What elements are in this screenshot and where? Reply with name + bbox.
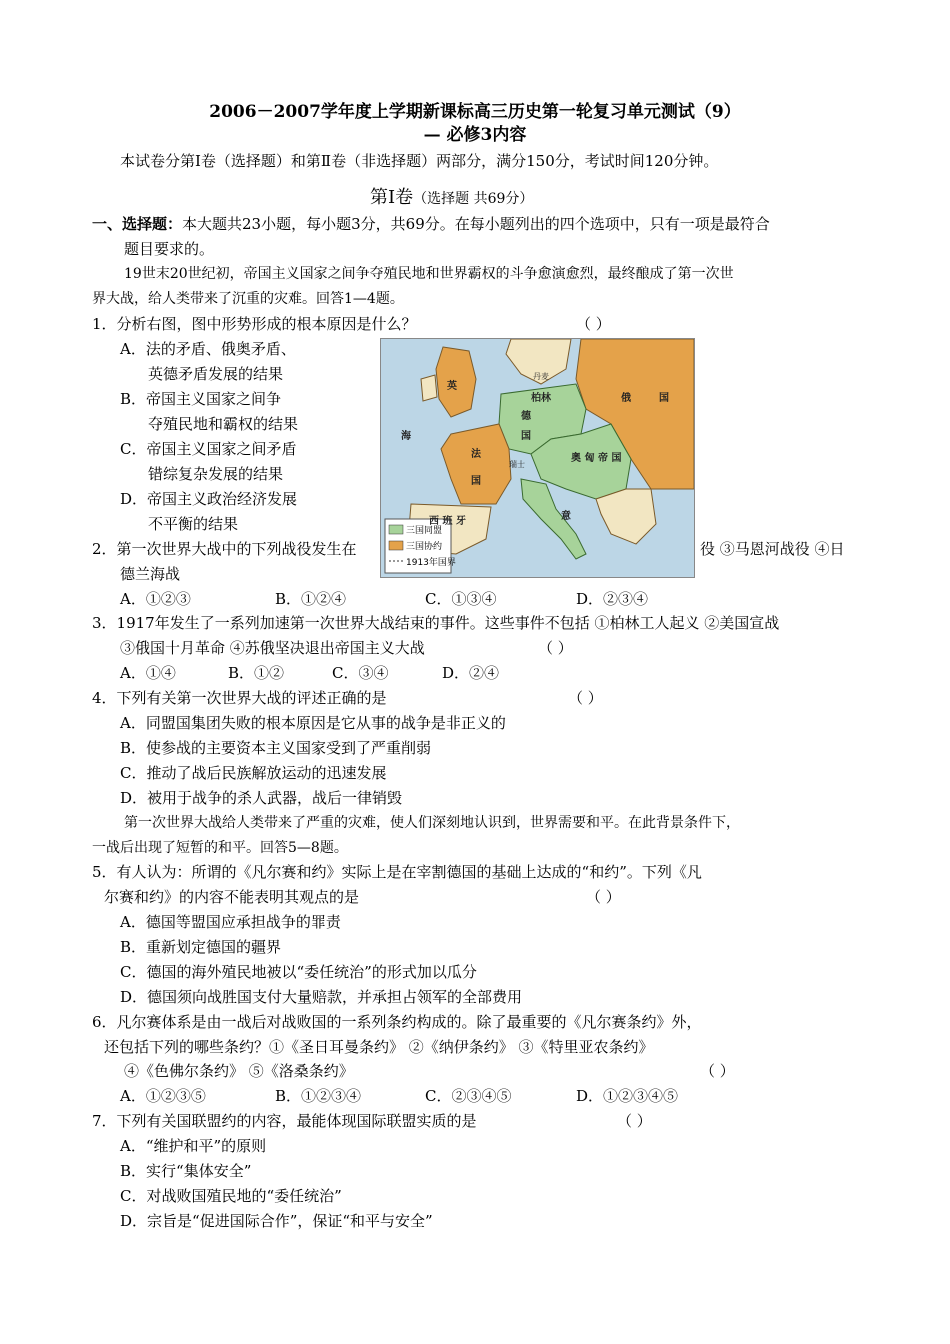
q5-stem-cont: 尔赛和约》的内容不能表明其观点的是	[104, 888, 360, 906]
q5-option-b: B．重新划定德国的疆界	[120, 938, 282, 956]
page-title: 2006－2007学年度上学期新课标高三历史第一轮复习单元测试（9）	[209, 102, 741, 122]
europe-wwi-map	[380, 338, 695, 578]
q4-option-a: A．同盟国集团失败的根本原因是它从事的战争是非正义的	[120, 714, 506, 732]
label-russia-1: 俄	[621, 393, 631, 404]
label-britain: 英	[447, 381, 457, 392]
passage-2-line-2: 一战后出现了短暂的和平。回答5—8题。	[92, 840, 348, 856]
instruction-line-1	[92, 213, 770, 235]
q4-option-d: D．被用于战争的杀人武器，战后一律销毁	[120, 789, 403, 807]
label-germany-2: 国	[521, 431, 531, 442]
q1-answer-paren: （ ）	[576, 315, 611, 333]
q5-stem: 5．有人认为：所谓的《凡尔赛和约》实际上是在宰割德国的基础上达成的“和约”。下列《凡	[92, 863, 702, 881]
label-sea: 海	[401, 431, 411, 442]
q1-option-d-cont: 不平衡的结果	[148, 515, 239, 533]
q4-option-c: C．推动了战后民族解放运动的迅速发展	[120, 764, 387, 782]
map-graphic	[381, 339, 694, 577]
q5-option-d: D．德国须向战胜国支付大量赔款，并承担占领军的全部费用	[120, 988, 523, 1006]
q4-stem: 4．下列有关第一次世界大战的评述正确的是	[92, 689, 387, 707]
q6-stem: 6．凡尔赛体系是由一战后对战败国的一系列条约构成的。除了最重要的《凡尔赛条约》外，	[92, 1013, 702, 1031]
passage-1-line-2: 界大战，给人类带来了沉重的灾难。回答1—4题。	[92, 291, 404, 307]
q7-option-c: C．对战败国殖民地的“委任统治”	[120, 1187, 342, 1205]
q6-stem-cont: 还包括下列的哪些条约？①《圣日耳曼条约》 ②《纳伊条约》 ③《特里亚农条约》	[104, 1038, 654, 1056]
q1-option-b-cont: 夺殖民地和霸权的结果	[148, 415, 299, 433]
legend-entente: 三国协约	[406, 542, 443, 552]
label-russia-2: 国	[659, 393, 669, 404]
q1-option-d: D．帝国主义政治经济发展	[120, 490, 298, 508]
label-switzerland: 瑞士	[509, 460, 525, 469]
q2-option-d: D．②③④	[576, 590, 649, 608]
q7-option-d: D．宗旨是“促进国际合作”，保证“和平与安全”	[120, 1212, 433, 1230]
map-ireland	[421, 375, 437, 401]
q1-option-a: A．法的矛盾、俄奥矛盾、	[120, 340, 296, 358]
section-heading	[370, 187, 533, 210]
q2-stem-cont: 德兰海战	[120, 565, 181, 583]
q1-stem: 1．分析右图，图中形势形成的根本原因是什么？	[92, 315, 417, 333]
q2-option-b: B．①②④	[275, 590, 347, 608]
q6-answer-paren: （ ）	[700, 1062, 735, 1080]
label-france-2: 国	[471, 476, 481, 487]
q2-option-a: A．①②③	[120, 590, 191, 608]
legend-1913-border: 1913年国界	[406, 558, 456, 568]
passage-1-line-1: 19世末20世纪初，帝国主义国家之间争夺殖民地和世界霸权的斗争愈演愈烈，最终酿成了第一次世	[124, 266, 734, 282]
q7-option-a: A．“维护和平”的原则	[120, 1137, 267, 1155]
q7-answer-paren: （ ）	[617, 1112, 652, 1130]
label-germany-1: 德	[521, 411, 531, 422]
q1-option-c: C．帝国主义国家之间矛盾	[120, 440, 297, 458]
q2-stem: 2．第一次世界大战中的下列战役发生在	[92, 540, 357, 558]
q5-option-c: C．德国的海外殖民地被以“委任统治”的形式加以瓜分	[120, 963, 477, 981]
legend-swatch-entente	[389, 541, 403, 550]
q1-option-c-cont: 错综复杂发展的结果	[148, 465, 284, 483]
q3-stem-cont: ③俄国十月革命 ④苏俄坚决退出帝国主义大战	[120, 639, 425, 657]
q6-option-b: B．①②③④	[275, 1087, 362, 1105]
legend-swatch-central	[389, 525, 403, 534]
passage-2-line-1: 第一次世界大战给人类带来了严重的灾难，使人们深刻地认识到，世界需要和平。在此背景条件下，	[124, 815, 740, 831]
q1-option-a-cont: 英德矛盾发展的结果	[148, 365, 284, 383]
label-denmark: 丹麦	[533, 372, 549, 381]
q6-option-c: C．②③④⑤	[425, 1087, 512, 1105]
section-heading-main: 第Ⅰ卷	[370, 187, 414, 208]
label-france-1: 法	[471, 449, 481, 460]
q3-answer-paren: （ ）	[538, 639, 573, 657]
q7-stem: 7．下列有关国联盟约的内容，最能体现国际联盟实质的是	[92, 1112, 477, 1130]
q1-option-b: B．帝国主义国家之间争	[120, 390, 282, 408]
page-subtitle: — 必修3内容	[423, 125, 527, 145]
q2-stem-right: 役 ③马恩河战役 ④日	[700, 540, 845, 558]
intro-text: 本试卷分第Ⅰ卷（选择题）和第Ⅱ卷（非选择题）两部分，满分150分，考试时间120分钟。	[120, 152, 719, 170]
label-spain: 西 班 牙	[429, 516, 466, 527]
q3-option-c: C．③④	[332, 664, 389, 682]
q3-option-a: A．①④	[120, 664, 176, 682]
q5-answer-paren: （ ）	[586, 888, 621, 906]
section-heading-sub: （选择题 共69分）	[413, 191, 534, 207]
q7-option-b: B．实行“集体安全”	[120, 1162, 252, 1180]
q6-option-a: A．①②③⑤	[120, 1087, 206, 1105]
label-italy: 意	[561, 511, 571, 522]
instruction-label: 一、选择题：	[92, 215, 183, 233]
q3-option-b: B．①②	[228, 664, 285, 682]
instruction-text: 本大题共23小题，每小题3分，共69分。在每小题列出的四个选项中，只有一项是最符合	[182, 215, 770, 233]
q3-option-d: D．②④	[442, 664, 500, 682]
legend-central-powers: 三国同盟	[406, 526, 443, 536]
label-austria-hungary: 奥 匈 帝 国	[571, 453, 622, 464]
q6-option-d: D．①②③④⑤	[576, 1087, 679, 1105]
q5-option-a: A．德国等盟国应承担战争的罪责	[120, 913, 341, 931]
q3-stem: 3．1917年发生了一系列加速第一次世界大战结束的事件。这些事件不包括 ①柏林工人起义 ②美国宣战	[92, 614, 780, 632]
q4-answer-paren: （ ）	[568, 689, 603, 707]
q6-stem-cont-2: ④《色佛尔条约》 ⑤《洛桑条约》	[124, 1062, 354, 1080]
q2-option-c: C．①③④	[425, 590, 497, 608]
q4-option-b: B．使参战的主要资本主义国家受到了严重削弱	[120, 739, 432, 757]
label-berlin: 柏林	[531, 393, 551, 404]
instruction-line-2: 题目要求的。	[124, 240, 215, 258]
